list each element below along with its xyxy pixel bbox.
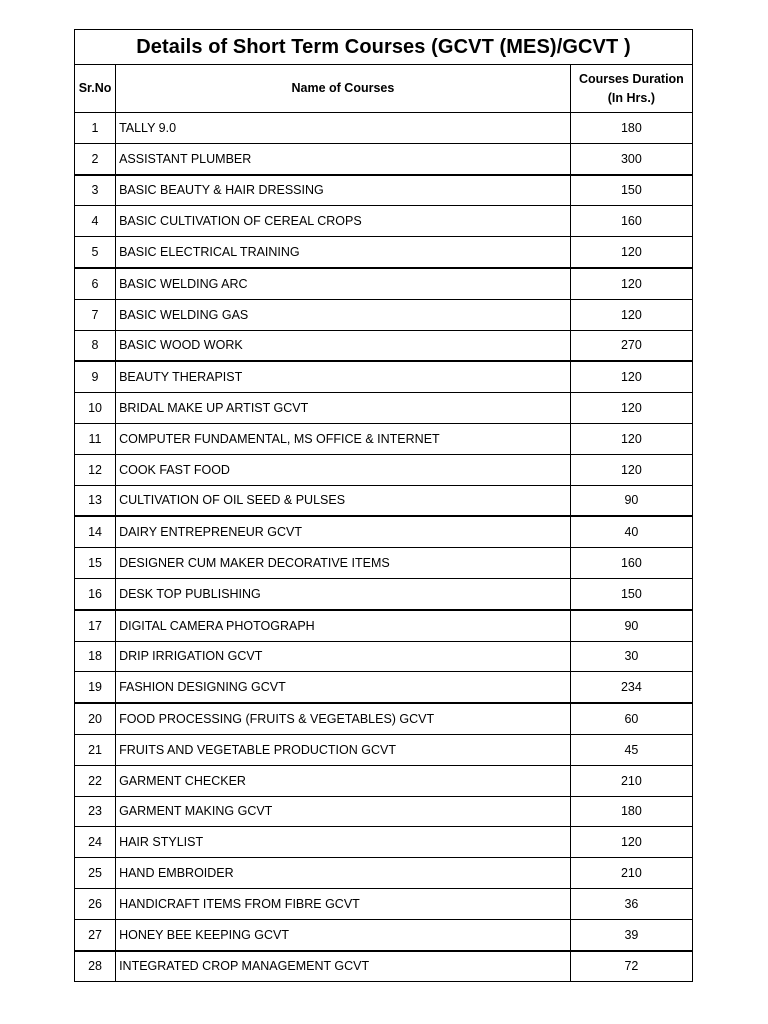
row-sr-no: 28 xyxy=(75,951,116,982)
row-duration: 120 xyxy=(570,237,692,268)
row-course-name: HANDICRAFT ITEMS FROM FIBRE GCVT xyxy=(116,888,571,919)
row-sr-no: 26 xyxy=(75,888,116,919)
row-duration: 120 xyxy=(570,268,692,299)
header-sr-no: Sr.No xyxy=(75,65,116,113)
row-duration: 300 xyxy=(570,143,692,174)
row-course-name: DAIRY ENTREPRENEUR GCVT xyxy=(116,516,571,547)
row-duration: 90 xyxy=(570,610,692,641)
row-sr-no: 12 xyxy=(75,454,116,485)
table-row xyxy=(75,299,693,330)
row-sr-no: 22 xyxy=(75,765,116,796)
table-row xyxy=(75,516,693,547)
row-sr-no: 4 xyxy=(75,206,116,237)
row-course-name: GARMENT MAKING GCVT xyxy=(116,796,571,827)
row-duration: 72 xyxy=(570,951,692,982)
table-row xyxy=(75,888,693,919)
table-row xyxy=(75,361,693,392)
table-row xyxy=(75,485,693,516)
table-row xyxy=(75,765,693,796)
row-course-name: CULTIVATION OF OIL SEED & PULSES xyxy=(116,485,571,516)
row-duration: 60 xyxy=(570,703,692,734)
row-course-name: COMPUTER FUNDAMENTAL, MS OFFICE & INTERNET xyxy=(116,423,571,454)
table-row xyxy=(75,143,693,174)
header-course-name: Name of Courses xyxy=(116,65,571,113)
table-row xyxy=(75,672,693,703)
table-row xyxy=(75,703,693,734)
row-course-name: BASIC WOOD WORK xyxy=(116,330,571,361)
courses-body xyxy=(75,113,693,982)
table-row xyxy=(75,393,693,424)
table-row xyxy=(75,610,693,641)
table-row xyxy=(75,827,693,858)
row-duration: 270 xyxy=(570,330,692,361)
row-course-name: BASIC BEAUTY & HAIR DRESSING xyxy=(116,175,571,206)
table-row xyxy=(75,951,693,982)
row-course-name: ASSISTANT PLUMBER xyxy=(116,143,571,174)
row-sr-no: 8 xyxy=(75,330,116,361)
row-duration: 120 xyxy=(570,827,692,858)
table-row xyxy=(75,919,693,950)
row-course-name: DESK TOP PUBLISHING xyxy=(116,578,571,609)
row-duration: 90 xyxy=(570,485,692,516)
table-row xyxy=(75,237,693,268)
row-sr-no: 16 xyxy=(75,578,116,609)
table-row xyxy=(75,858,693,889)
header-row xyxy=(75,65,693,113)
row-sr-no: 11 xyxy=(75,423,116,454)
table-row xyxy=(75,268,693,299)
header-duration-line2: (In Hrs.) xyxy=(607,90,655,105)
row-duration: 120 xyxy=(570,361,692,392)
row-sr-no: 23 xyxy=(75,796,116,827)
row-sr-no: 1 xyxy=(75,113,116,144)
row-course-name: HAIR STYLIST xyxy=(116,827,571,858)
row-course-name: HONEY BEE KEEPING GCVT xyxy=(116,919,571,950)
table-row xyxy=(75,175,693,206)
header-duration-line1: Courses Duration xyxy=(578,71,684,86)
row-course-name: DESIGNER CUM MAKER DECORATIVE ITEMS xyxy=(116,548,571,579)
table-row xyxy=(75,796,693,827)
row-duration: 180 xyxy=(570,796,692,827)
row-course-name: TALLY 9.0 xyxy=(116,113,571,144)
table-row xyxy=(75,330,693,361)
row-duration: 120 xyxy=(570,299,692,330)
row-duration: 160 xyxy=(570,548,692,579)
row-sr-no: 5 xyxy=(75,237,116,268)
row-duration: 120 xyxy=(570,423,692,454)
row-sr-no: 25 xyxy=(75,858,116,889)
row-sr-no: 3 xyxy=(75,175,116,206)
row-course-name: INTEGRATED CROP MANAGEMENT GCVT xyxy=(116,951,571,982)
table-row xyxy=(75,113,693,144)
row-course-name: DRIP IRRIGATION GCVT xyxy=(116,641,571,672)
row-sr-no: 17 xyxy=(75,610,116,641)
table-row xyxy=(75,206,693,237)
row-duration: 150 xyxy=(570,578,692,609)
row-sr-no: 13 xyxy=(75,485,116,516)
row-sr-no: 20 xyxy=(75,703,116,734)
row-course-name: BASIC WELDING ARC xyxy=(116,268,571,299)
row-course-name: FOOD PROCESSING (FRUITS & VEGETABLES) GCVT xyxy=(116,703,571,734)
row-course-name: HAND EMBROIDER xyxy=(116,858,571,889)
row-duration: 210 xyxy=(570,858,692,889)
table-row xyxy=(75,734,693,765)
table-row xyxy=(75,641,693,672)
row-course-name: BASIC WELDING GAS xyxy=(116,299,571,330)
row-sr-no: 27 xyxy=(75,919,116,950)
row-sr-no: 10 xyxy=(75,393,116,424)
row-duration: 210 xyxy=(570,765,692,796)
row-duration: 120 xyxy=(570,454,692,485)
row-course-name: BASIC CULTIVATION OF CEREAL CROPS xyxy=(116,206,571,237)
row-sr-no: 18 xyxy=(75,641,116,672)
table-row xyxy=(75,454,693,485)
row-course-name: BEAUTY THERAPIST xyxy=(116,361,571,392)
row-duration: 120 xyxy=(570,393,692,424)
header-duration xyxy=(570,65,692,113)
row-sr-no: 19 xyxy=(75,672,116,703)
row-duration: 40 xyxy=(570,516,692,547)
courses-table xyxy=(74,29,693,982)
row-duration: 160 xyxy=(570,206,692,237)
row-duration: 30 xyxy=(570,641,692,672)
row-duration: 180 xyxy=(570,113,692,144)
row-sr-no: 6 xyxy=(75,268,116,299)
row-sr-no: 24 xyxy=(75,827,116,858)
table-row xyxy=(75,578,693,609)
row-duration: 39 xyxy=(570,919,692,950)
page-title: Details of Short Term Courses (GCVT (MES)/GCVT ) xyxy=(75,30,693,65)
row-sr-no: 7 xyxy=(75,299,116,330)
row-sr-no: 2 xyxy=(75,143,116,174)
row-course-name: FASHION DESIGNING GCVT xyxy=(116,672,571,703)
row-duration: 150 xyxy=(570,175,692,206)
row-duration: 234 xyxy=(570,672,692,703)
row-course-name: COOK FAST FOOD xyxy=(116,454,571,485)
row-sr-no: 9 xyxy=(75,361,116,392)
row-sr-no: 15 xyxy=(75,548,116,579)
table-row xyxy=(75,423,693,454)
row-course-name: FRUITS AND VEGETABLE PRODUCTION GCVT xyxy=(116,734,571,765)
row-course-name: GARMENT CHECKER xyxy=(116,765,571,796)
row-course-name: BRIDAL MAKE UP ARTIST GCVT xyxy=(116,393,571,424)
row-sr-no: 14 xyxy=(75,516,116,547)
table-row xyxy=(75,548,693,579)
row-duration: 45 xyxy=(570,734,692,765)
row-course-name: BASIC ELECTRICAL TRAINING xyxy=(116,237,571,268)
row-duration: 36 xyxy=(570,888,692,919)
row-course-name: DIGITAL CAMERA PHOTOGRAPH xyxy=(116,610,571,641)
row-sr-no: 21 xyxy=(75,734,116,765)
